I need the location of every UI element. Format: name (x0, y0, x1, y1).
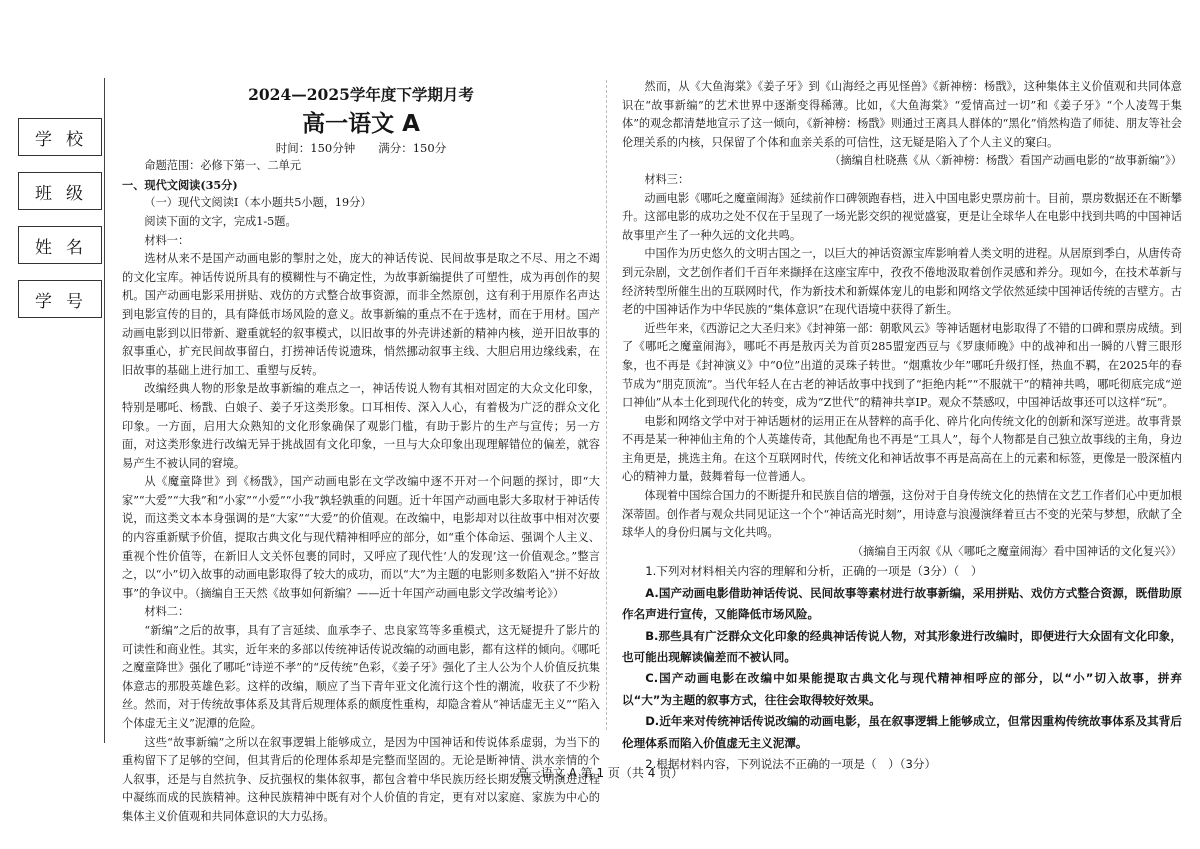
material-3-paragraph: 中国作为历史悠久的文明古国之一，以巨大的神话资源宝库影响着人类文明的进程。从居原到季白，从唐传奇到元杂剧，文艺创作者们千百年来撷择在这座宝库中，孜孜不倦地汲取着创作灵感和养分。现如今，在技术革新与经济转型所催生出的互联网时代，作为新技术和新媒体宠儿的电影和网络文学依然延续中国神话传统的吉壁方。古老的中国神话作为中华民族的“集体意识”在现代语境中获得了新生。 (622, 247, 1182, 317)
option-c: C.国产动画电影在改编中如果能提取古典文化与现代精神相呼应的部分，以“小”切入故事，拼弃以“大”为主题的叙事方式，往往会取得较好效果。 (622, 671, 1182, 707)
material-3-paragraph: 电影和网络文学中对于神话题材的运用正在从替粹的高手化、碎片化向传统文化的创新和深写逆进。故事背景不再是某一种神仙主角的个人英雄传奇，其他配角也不再是“工具人”，每个人物都是自己独立故事线的主角，身边主角更是，挑选主角。在这个互联网时代，传统文化和神话故事不再是高高在上的元素和标签，更像是一股深植内心的精神力量，鼓舞着每一位普通人。 (622, 414, 1182, 484)
school-label: 学校 (18, 118, 102, 156)
right-column (622, 78, 1182, 776)
class-label: 班级 (18, 172, 102, 210)
material-2-title: 材料二： (144, 605, 190, 619)
student-info-sidebar (18, 118, 102, 334)
material-1-paragraph: 从《魔童降世》到《杨戬》，国产动画电影在文学改编中逐不开对一个问题的探讨，即“大家”“大爱”“大我”和“小家”“小爱”“小我”孰轻孰重的问题。近十年国产动画电影大多取材于神话传说，而这类文本本身强调的是“大家”“大爱”的价值观。在改编中，电影却对以往故事中相对次要的内容重新赋予价值，提取古典文化与现代精神相呼应的部分，如“重个体命运、强调个人主义、重视个性价值等，在新旧人文关怀包裹的同时，又呼应了现代性‘人的发现’这一价值观念。”整言之，以“小”切入故事的动画电影取得了较大的成功，而以“大”为主题的电影则多数陷入“拼不好故事”的争议中。（摘编自王天然《故事如何新编？——近十年国产动画电影文学改编考论》） (122, 475, 600, 600)
binding-line (104, 78, 105, 743)
student-id-label: 学号 (18, 280, 102, 318)
instruction: 阅读下面的文字，完成1-5题。 (144, 214, 297, 228)
question-2: 2.根据材料内容，下列说法不正确的一项是（ ）（3分） (645, 757, 937, 772)
scope: 命题范围：必修下第一、二单元 (144, 159, 302, 173)
subject-title: 高一语文 A (302, 110, 420, 137)
material-1-paragraph: 改编经典人物的形象是故事新编的难点之一，神话传说人物有其相对固定的大众文化印象，特别是哪吒、杨戬、白娘子、姜子牙这类形象。口耳相传、深入人心，有着极为广泛的群众文化印象。一方面，启用大众熟知的文化形象确保了观影门槛，有助于影片的生产与宣传；另一方面，对这类形象进行改编无异于挑战固有文化印象，一旦与大众印象出现理解错位的偏差，就容易产生不被认同的窘境。 (122, 382, 600, 470)
exam-title: 2024—2025学年度下学期月考 (248, 85, 474, 104)
page-fold-line (606, 80, 607, 730)
material-3-paragraph: 动画电影《哪吒之魔童闹海》延续前作口碑领跑春档，进入中国电影史票房前十。目前，票房数据还在不断攀升。这部电影的成功之处不仅在于呈现了一场光影交织的视觉盛宴，更是让全球华人在电影中找到共鸣的中国神话故事里产生了一种久远的文化共鸣。 (622, 191, 1182, 242)
page-footer: 高一语文 A 第 1 页（共 4 页） (516, 766, 684, 780)
material-1-title: 材料一： (144, 233, 190, 247)
material-2-paragraph: “新编”之后的故事，具有了言延续、血承李子、忠良家笃等多重模式，这无疑提升了影片的可读性和商业性。其实，近年来的多部以传统神话传说改编的动画电影，都有这样的倾向。《哪吒之魔童降世》强化了哪吒“诗逆不孝”的“反传统”色彩，《姜子牙》强化了主人公为个人价值反抗集体意志的那股英雄色彩。这样的改编，顺应了当下青年亚文化流行这个性的潮流，收获了不少粉丝。然而，对于传统故事体系及其背后规理体系的颇度性重构，却隐含着从“神话虚无主义”“陷入个体虚无主义”泥潭的危险。 (122, 624, 600, 730)
option-b: B.那些具有广泛群众文化印象的经典神话传说人物，对其形象进行改编时，即便进行大众固有文化印象，也可能出现解读偏差而不被认同。 (622, 628, 1182, 665)
material-3-source: （摘编自王丙叙《从〈哪吒之魔童闹海〉看中国神话的文化复兴》） (851, 544, 1182, 558)
time-score: 时间：150分钟 满分：150分 (275, 140, 447, 155)
material-2-paragraph: 这些“故事新编”之所以在叙事逻辑上能够成立，是因为中国神话和传说体系虚弱，为当下的重构留下了足够的空间，但其背后的伦理体系却是完整而坚固的。无论是断神情、洪水亲情的个人叙事，还是与自然抗争、反抗强权的集体叙事，都包含着中华民族历经长期发展文明演进过程中凝练而成的民族精神。这种民族精神中既有对个人价值的肯定，更有对以家庭、家族为中心的集体主义价值观和共同体意识的大力弘扬。 (122, 735, 600, 823)
question-1: 1.下列对材料相关内容的理解和分析，正确的一项是（3分）（ ） (645, 564, 983, 579)
material-2-paragraph: 然而，从《大鱼海棠》《姜子牙》到《山海经之再见怪兽》《新神榜：杨戬》，这种集体主义价值观和共同体意识在“故事新编”的艺术世界中逐渐变得稀薄。比如，《大鱼海棠》“爱情高过一切”和《姜子牙》“个人凌驾于集体”的观念都清楚地宣示了这一倾向，《新神榜：杨戬》则通过王离具人群体的“黑化”悄然构造了师徒、朋友等社会伦理关系的内核，只保留了个体和血亲关系的可信性，这无疑是陷入了个人主义的窠臼。 (622, 80, 1182, 149)
option-d: D.近年来对传统神话传说改编的动画电影，虽在叙事逻辑上能够成立，但常因重构传统故事体系及其背后伦理体系而陷入价值虚无主义泥潭。 (622, 714, 1182, 750)
material-3-paragraph: 体现着中国综合国力的不断提升和民族自信的增强，这份对于自身传统文化的热情在文艺工作者们心中更加根深蒂固。创作者与观众共同见证这一个个“神话高光时刻”，用诗意与浪漫演绎着亘古不变的光荣与梦想，欣献了全球华人的身份归属与文化共鸣。 (622, 489, 1182, 540)
material-3-title: 材料三： (644, 172, 690, 186)
name-label: 姓名 (18, 226, 102, 264)
material-3-paragraph: 近些年来，《西游记之大圣归来》《封神第一部：朝歌风云》等神话题材电影取得了不错的口碑和票房成绩。到了《哪吒之魔童闹海》，哪吒不再是敖丙关为首页285盟宠西豆与《罗康师晚》中的战神和出一瞬的八臂三眼形象，也不再是《封神演义》中“0位”出道的灵珠子转世。“烟熏妆少年”哪吒升级打怪，热血不羁，在2025年的春节成为“朋克顶流”。当代年轻人在古老的神话故事中找到了“拒绝内耗”“不服就干”的精神共鸣，哪吒彻底完成“逆口神仙”从本土化到现代化的转变，成为“Z世代”的精神共享IP。观众不禁感叹，中国神话故事还可以这样“玩”。 (622, 321, 1182, 410)
material-1-paragraph: 选材从来不是国产动画电影的掣肘之处，庞大的神话传说、民间故事是取之不尽、用之不竭的文化宝库。神话传说所具有的模糊性与不确定性，为故事新编提供了可塑性，成为再创作的契机。国产动画电影采用拼贴、戏仿的方式整合故事资源，而非全然原创，这有利于用原作名声达到电影宣传的目的，具有降低市场风险的意义。故事新编的重点不在于选材，而在于用材。国产动画电影到以旧带新、避重就轻的叙事模式，以旧故事的外壳讲述新的精神内核，逆开旧故事的叙事重心，扩充民间故事留白，打捞神话传说遗珠，悄然挪动叙事主线、大胆启用边缘线索，在旧故事的基础上进行加工、重塑与反转。 (122, 252, 600, 377)
left-column (122, 84, 600, 827)
section-heading: 一、现代文阅读(35分) (122, 177, 238, 192)
option-a: A.国产动画电影借助神话传说、民间故事等素材进行故事新编，采用拼贴、戏仿方式整合资源，既借助原作名声进行宣传，又能降低市场风险。 (622, 585, 1182, 622)
material-2-source: （摘编自杜晓燕《从〈新神榜：杨戬〉看国产动画电影的“故事新编”》） (829, 154, 1182, 168)
subsection-heading: （一）现代文阅读Ⅰ（本小题共5小题，19分） (144, 196, 372, 210)
